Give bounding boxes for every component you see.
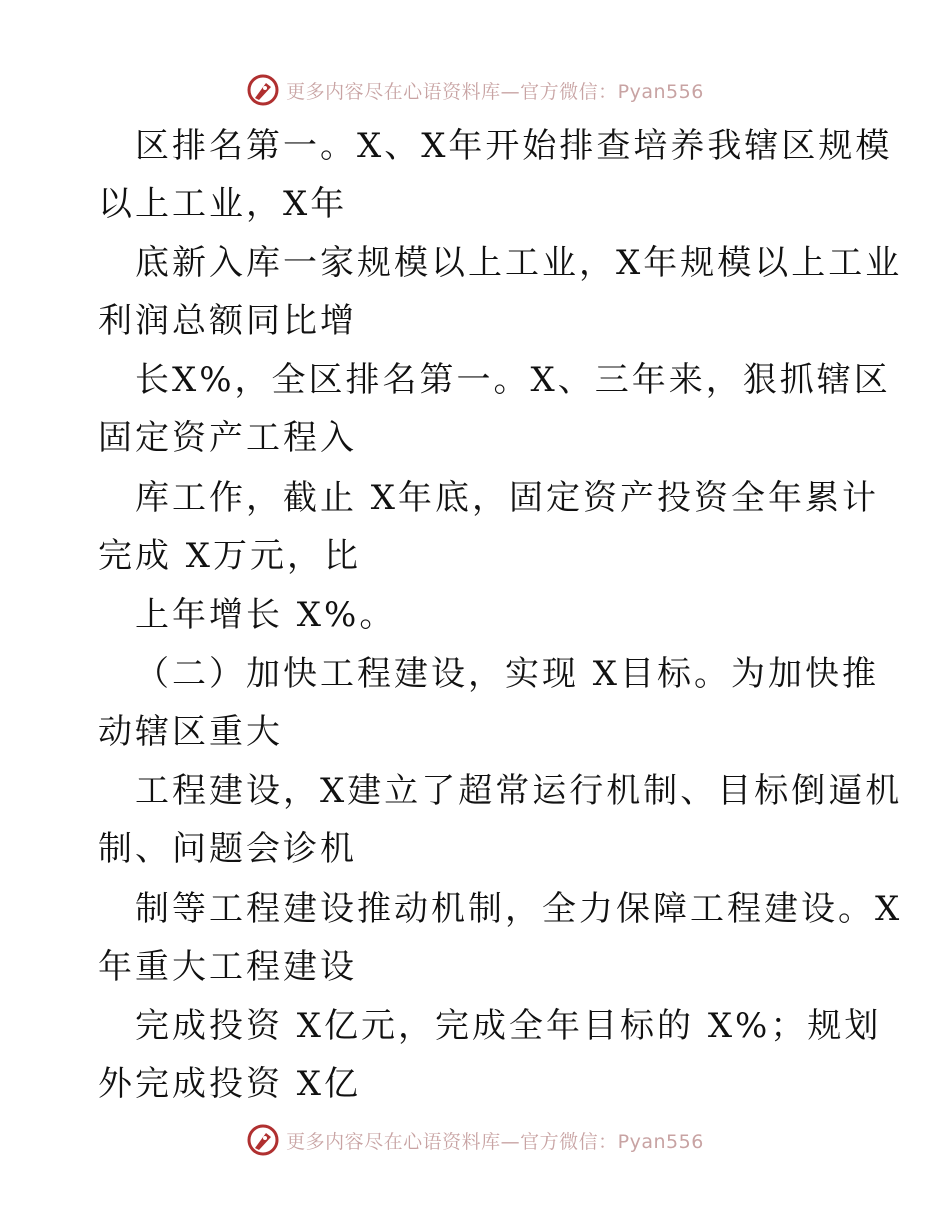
doc-line: 完成投资 X亿元，完成全年目标的 X%；规划 — [135, 1006, 882, 1046]
doc-line: 长X%，全区排名第一。X、三年来，狠抓辖区 — [135, 360, 891, 400]
header-banner-content — [246, 73, 704, 107]
doc-line: 以上工业，X年 — [98, 184, 348, 224]
doc-line: 底新入库一家规模以上工业，X年规模以上工业 — [135, 243, 903, 283]
doc-line: 库工作，截止 X年底，固定资产投资全年累计 — [135, 478, 880, 518]
header-banner — [0, 70, 950, 110]
pen-nib-logo-icon — [246, 1123, 280, 1157]
doc-line: 年重大工程建设 — [98, 947, 357, 987]
doc-line: 动辖区重大 — [98, 712, 283, 752]
doc-line: 利润总额同比增 — [98, 301, 357, 341]
doc-line: 外完成投资 X亿 — [98, 1064, 362, 1104]
doc-line: 制等工程建设推动机制，全力保障工程建设。X — [135, 889, 903, 929]
footer-banner-content — [246, 1123, 704, 1157]
doc-line: 区排名第一。X、X年开始排查培养我辖区规模 — [135, 126, 893, 166]
doc-line: 制、问题会诊机 — [98, 829, 357, 869]
doc-line: 固定资产工程入 — [98, 418, 357, 458]
pen-nib-logo-icon — [246, 73, 280, 107]
footer-banner-text: 更多内容尽在心语资料库—官方微信：Pyan556 — [286, 1130, 704, 1153]
doc-line: （二）加快工程建设，实现 X目标。为加快推 — [135, 654, 880, 694]
footer-banner — [0, 1120, 950, 1160]
doc-line: 完成 X万元，比 — [98, 536, 362, 576]
doc-line: 上年增长 X%。 — [135, 595, 397, 635]
doc-line: 工程建设，X建立了超常运行机制、目标倒逼机 — [135, 771, 903, 811]
header-banner-text: 更多内容尽在心语资料库—官方微信：Pyan556 — [286, 80, 704, 103]
